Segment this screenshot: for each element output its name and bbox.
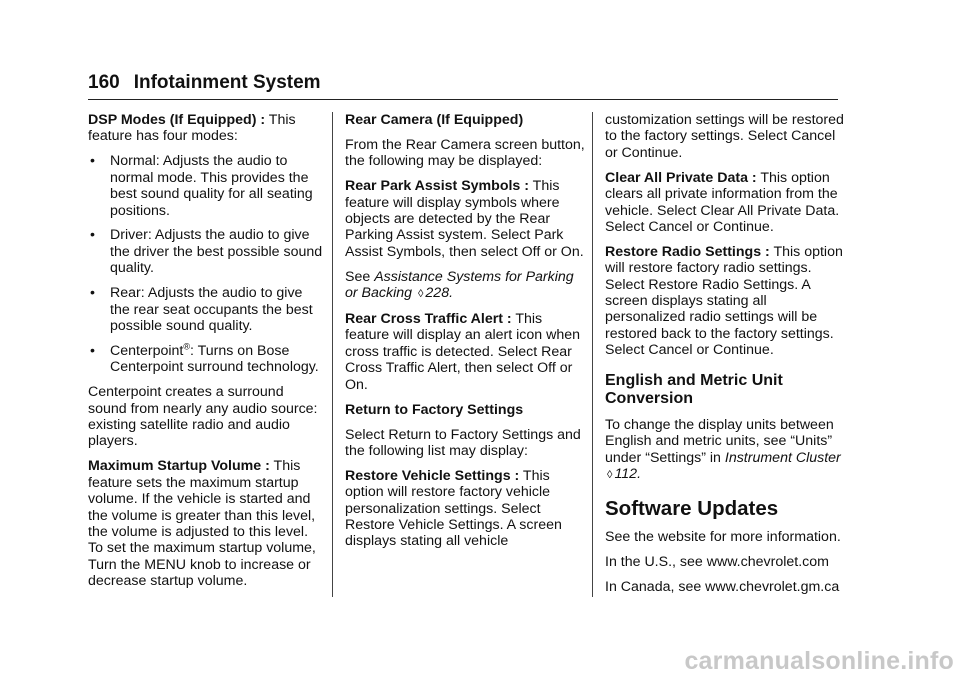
bullet-icon: • <box>90 227 95 244</box>
section-title: Infotainment System <box>133 72 321 93</box>
header-line <box>88 72 321 94</box>
restore-vehicle-label: Restore Vehicle Settings : <box>345 467 520 484</box>
units-paragraph: To change the display units between English and metric units, see “Units” under “Settings” in Instrument Cluster ◊ 112. <box>605 416 841 482</box>
max-startup-volume-paragraph: Maximum Startup Volume : This feature sets the maximum startup volume. If the vehicle is started and the volume is greater than this level, the volume is adjusted to this level. To set the maximum startup volume, Turn the MENU knob to increase or decrease startup volume. <box>88 458 316 590</box>
dsp-modes-paragraph: DSP Modes (If Equipped) : This feature has four modes: <box>88 112 296 145</box>
software-text: See the website for more information. <box>605 529 841 546</box>
page-header <box>88 72 838 102</box>
bullet-driver: • Driver: Adjusts the audio to give the driver the best possible sound quality. <box>90 227 323 277</box>
bullet-icon: • <box>90 342 95 359</box>
page-number: 160 <box>88 72 120 93</box>
units-heading: English and Metric Unit Conversion <box>605 371 783 408</box>
canada-website: In Canada, see www.chevrolet.gm.ca <box>605 579 840 596</box>
restore-radio-paragraph: Restore Radio Settings : This option will restore factory radio settings. Select Restore Radio Settings. A screen displays stating all personalized radio settings will be restored back to the factory settings. Select Cancel or Continue. <box>605 243 843 359</box>
restore-radio-label: Restore Radio Settings : <box>605 243 770 260</box>
page-reference-icon: ◊ <box>607 468 613 481</box>
cross-traffic-label: Rear Cross Traffic Alert : <box>345 311 512 328</box>
restore-vehicle-paragraph: Restore Vehicle Settings : This option will restore factory vehicle personalization settings. Select Restore Vehicle Settings. A screen displays stating all vehicle <box>345 467 562 550</box>
max-startup-volume-label: Maximum Startup Volume : <box>88 458 270 475</box>
bullet-icon: • <box>90 285 95 302</box>
page-reference-icon: ◊ <box>417 288 424 301</box>
cross-traffic-paragraph: Rear Cross Traffic Alert : This feature will display an alert icon when cross traffic is detected. Select Rear Cross Traffic Alert, then select Off or On. <box>345 311 581 393</box>
factory-settings-heading: Return to Factory Settings <box>345 401 524 418</box>
park-assist-label: Rear Park Assist Symbols : <box>345 178 529 195</box>
parking-systems-link[interactable]: Assistance Systems for Parking or Backing <box>345 268 574 302</box>
instrument-cluster-link[interactable]: Instrument Cluster <box>724 449 841 466</box>
clear-private-data-label: Clear All Private Data : <box>605 169 757 186</box>
watermark: carmanualsonline.info <box>684 647 954 675</box>
column-2 <box>345 112 585 558</box>
rear-camera-text: From the Rear Camera screen button, the following may be displayed: <box>345 136 585 170</box>
clear-private-data-paragraph: Clear All Private Data : This option clears all private information from the vehicle. Select Clear All Private Data. Select Cancel or Continue. <box>605 169 840 235</box>
instrument-cluster-page[interactable]: 112 <box>614 465 638 482</box>
dsp-modes-label: DSP Modes (If Equipped) : <box>88 112 266 128</box>
registered-mark: ® <box>183 341 190 352</box>
see-reference: See Assistance Systems for Parking or Backing ◊ 228. <box>345 268 574 302</box>
bullet-icon: • <box>90 153 95 170</box>
us-website: In the U.S., see www.chevrolet.com <box>605 554 829 571</box>
header-rule <box>88 99 838 100</box>
bullet-normal: • Normal: Adjusts the audio to normal mode. This provides the best sound quality for all seating positions. <box>90 153 313 219</box>
column-1 <box>88 112 326 598</box>
column-3 <box>605 112 845 604</box>
factory-settings-text: Select Return to Factory Settings and the following list may display: <box>345 426 581 459</box>
centerpoint-paragraph: Centerpoint creates a surround sound from nearly any audio source: existing satellite radio and audio players. <box>88 384 318 450</box>
column-divider-2 <box>592 112 593 597</box>
parking-systems-page[interactable]: 228 <box>425 285 450 302</box>
software-updates-heading: Software Updates <box>605 497 779 521</box>
continued-paragraph: customization settings will be restored to the factory settings. Select Cancel or Continue. <box>605 112 844 161</box>
park-assist-paragraph: Rear Park Assist Symbols : This feature will display symbols where objects are detected by the Rear Parking Assist system. Select Park Assist Symbols, then select Off or On. <box>345 178 584 260</box>
bullet-centerpoint: • Centerpoint®: Turns on Bose Centerpoint surround technology. <box>90 341 319 376</box>
column-divider-1 <box>332 112 333 597</box>
bullet-rear: • Rear: Adjusts the audio to give the rear seat occupants the best possible sound quality. <box>90 285 313 334</box>
rear-camera-heading: Rear Camera (If Equipped) <box>345 112 524 128</box>
